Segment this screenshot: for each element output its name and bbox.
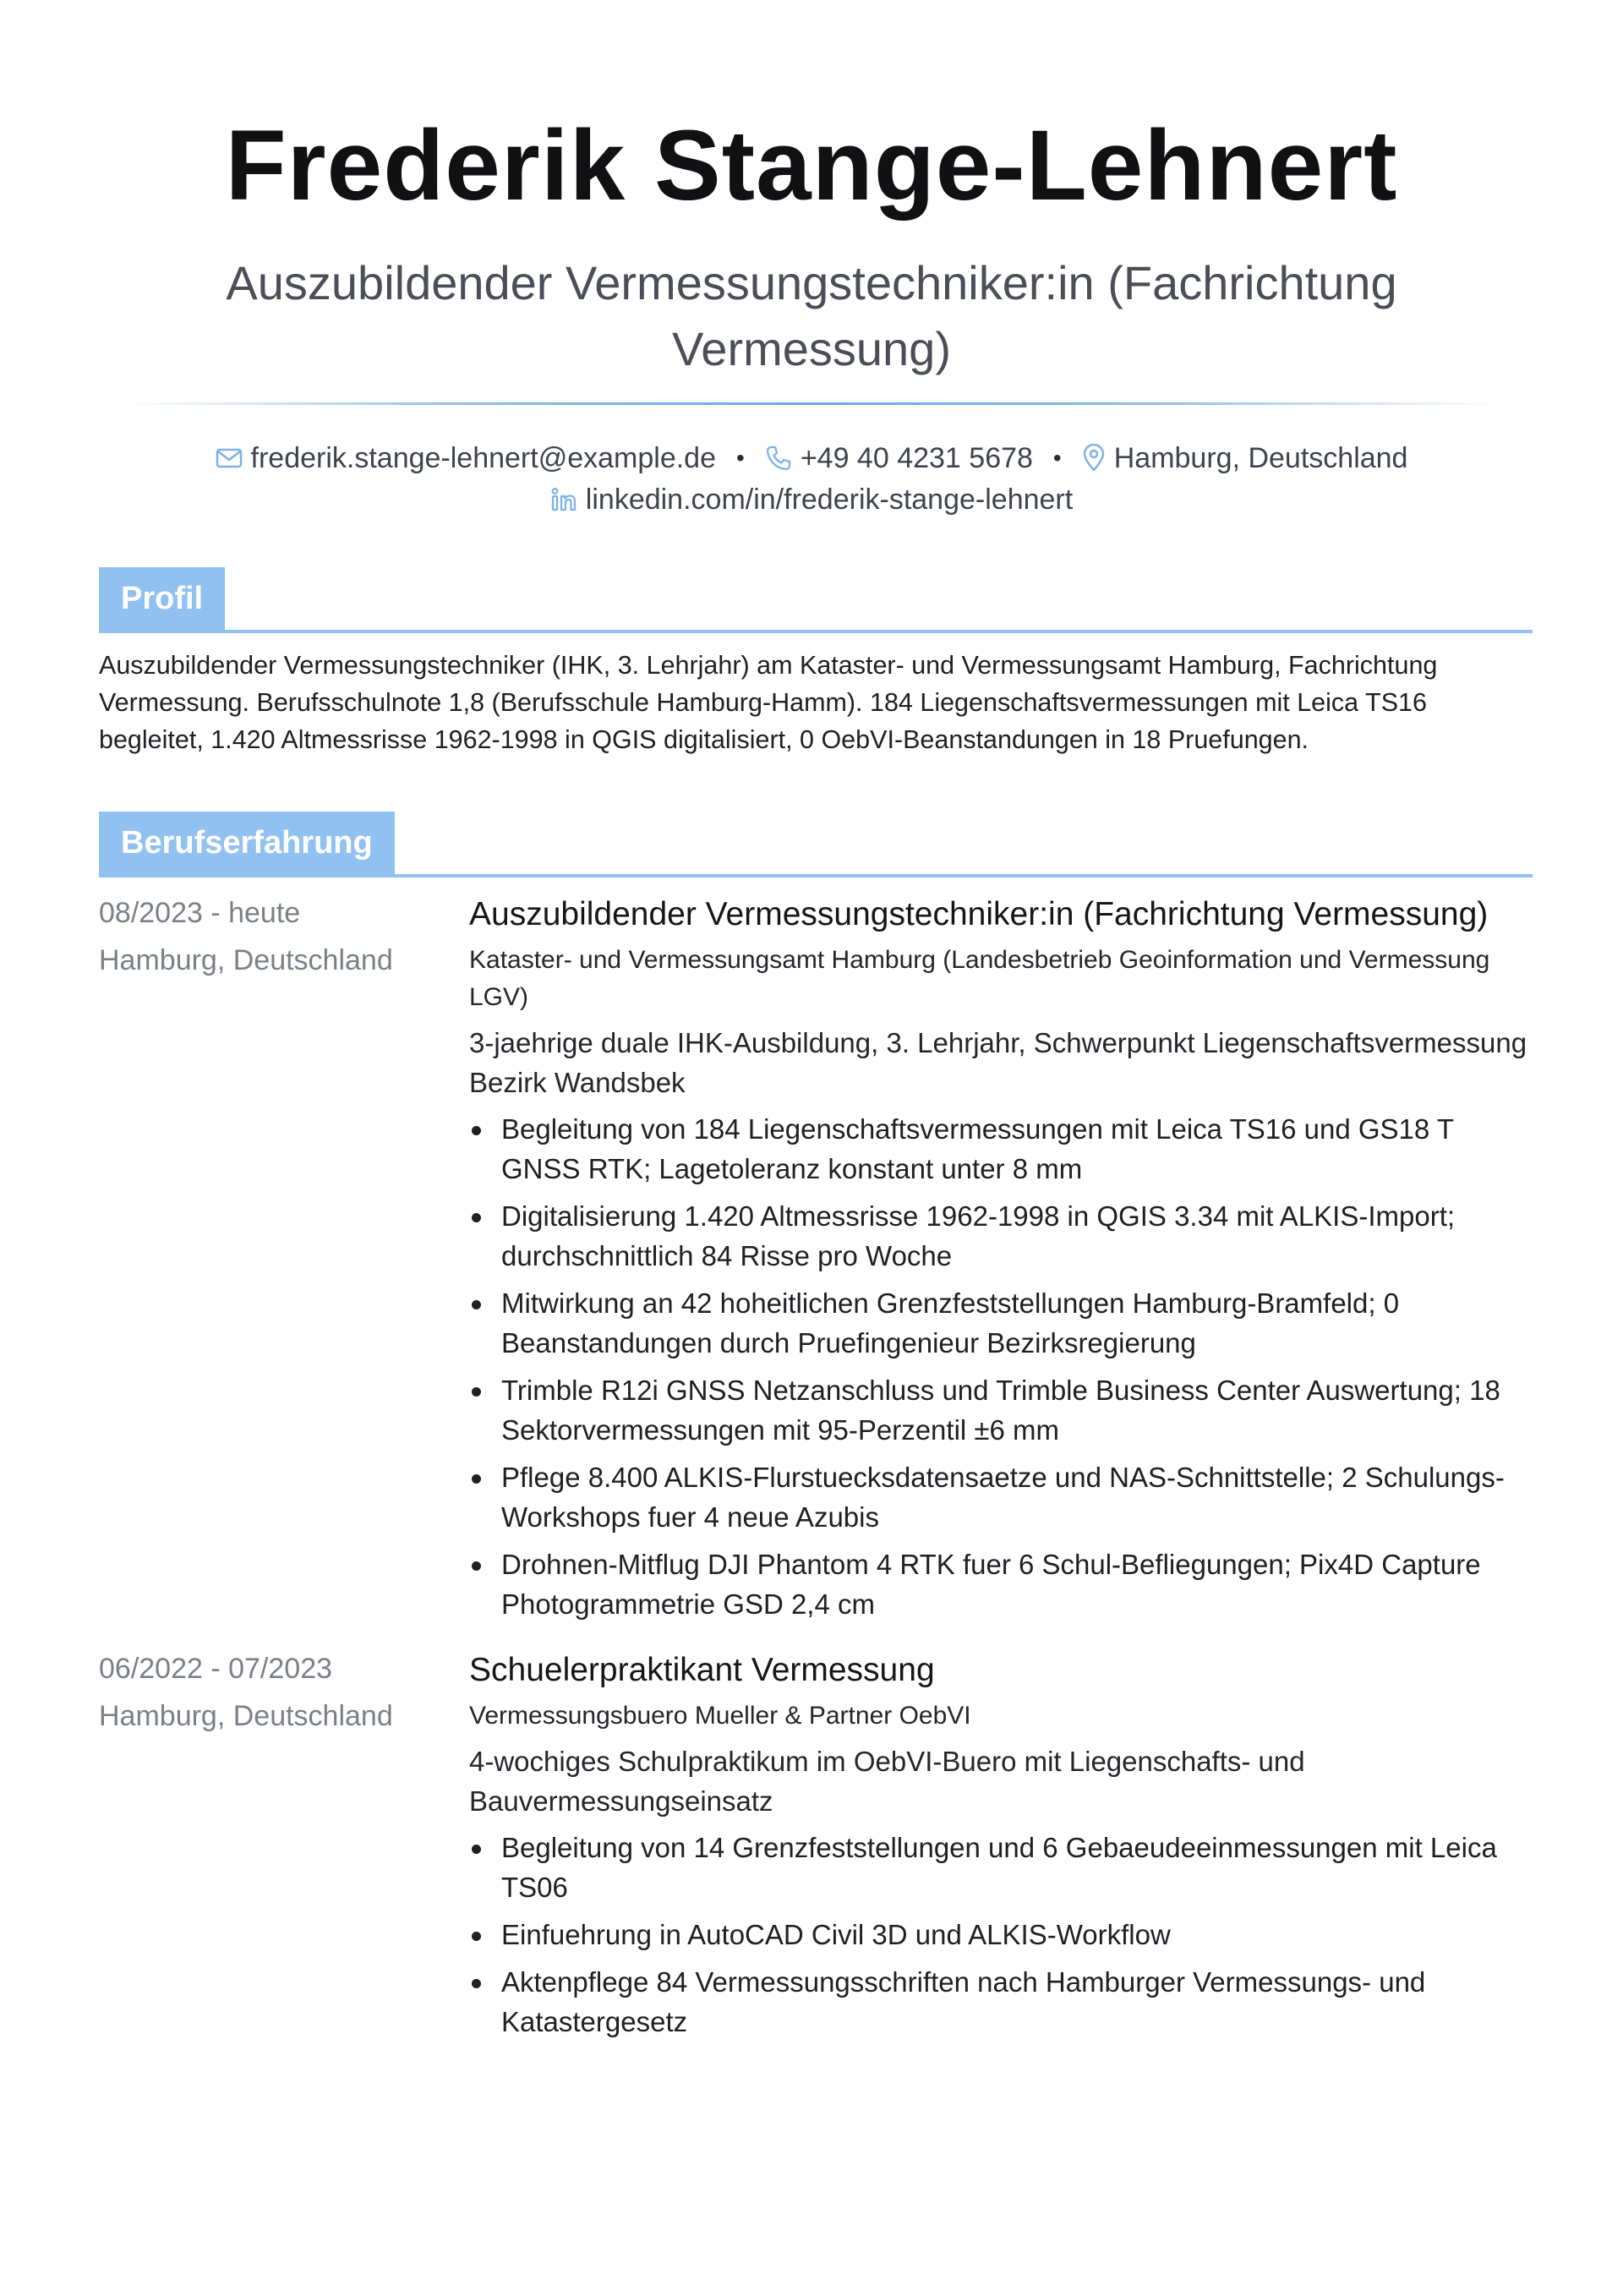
contact-row (0, 437, 1623, 479)
linkedin-icon (550, 487, 577, 512)
entry-content (469, 1645, 1536, 2049)
email-text: frederik.stange-lehnert@example.de (250, 441, 716, 474)
entry-bullets (469, 1109, 1536, 1624)
list-item: Mitwirkung an 42 hoheitlichen Grenzfeststellungen Hamburg-Bramfeld; 0 Beanstandungen durch Pruefingenieur Bezirksregierung (469, 1283, 1536, 1363)
candidate-name: Frederik Stange-Lehnert (225, 110, 1398, 221)
linkedin-text: linkedin.com/in/frederik-stange-lehnert (585, 483, 1074, 516)
entry-summary: 3-jaehrige duale IHK-Ausbildung, 3. Lehrjahr, Schwerpunkt Liegenschaftsvermessung Bezirk Wandsbek (469, 1027, 1527, 1098)
candidate-headline: Auszubildender Vermessungstechniker:in (Fachrichtung Vermessung) (226, 256, 1397, 375)
entry-meta (99, 889, 454, 984)
phone-text: +49 40 4231 5678 (800, 441, 1033, 474)
list-item: Einfuehrung in AutoCAD Civil 3D und ALKIS-Workflow (469, 1915, 1536, 1954)
contact-separator: • (736, 445, 745, 471)
entry-dates: 08/2023 - heute (99, 897, 301, 929)
contact-row-links (0, 478, 1623, 521)
entry-bullets (469, 1828, 1536, 2042)
contact-phone[interactable] (765, 442, 1033, 475)
section-divider (99, 874, 1533, 877)
section-title-experience: Berufserfahrung (99, 812, 395, 874)
experience-section-header (99, 812, 1533, 877)
contact-location (1082, 442, 1408, 475)
entry-company: Kataster- und Vermessungsamt Hamburg (Landesbetrieb Geoinformation und Vermessung LGV) (469, 946, 1490, 1011)
entry-company: Vermessungsbuero Mueller & Partner OebVI (469, 1702, 971, 1730)
entry-meta (99, 1645, 454, 1740)
phone-icon (765, 445, 792, 472)
profile-summary: Auszubildender Vermessungstechniker (IHK, 3. Lehrjahr) am Kataster- und Vermessungsamt Hamburg, Fachrichtung Vermessung. Berufsschulnote 1,8 (Berufsschule Hamburg-Hamm). 184 Liegenschaftsvermessungen mit Leica TS16 begleitet, 1.420 Altmessrisse 1962-1998 in QGIS digitalisiert, 0 OebVI-Beanstandungen in 18 Pruefungen. (99, 651, 1438, 754)
entry-dates: 06/2022 - 07/2023 (99, 1653, 333, 1685)
list-item: Begleitung von 14 Grenzfeststellungen und 6 Gebaeudeeinmessungen mit Leica TS06 (469, 1828, 1536, 1907)
list-item: Drohnen-Mitflug DJI Phantom 4 RTK fuer 6 Schul-Befliegungen; Pix4D Capture Photogrammetrie GSD 2,4 cm (469, 1544, 1536, 1624)
list-item: Trimble R12i GNSS Netzanschluss und Trimble Business Center Auswertung; 18 Sektorvermessungen mit 95-Perzentil ±6 mm (469, 1370, 1536, 1450)
entry-title: Auszubildender Vermessungstechniker:in (Fachrichtung Vermessung) (469, 896, 1489, 932)
map-pin-icon (1082, 444, 1106, 473)
mail-icon (216, 447, 243, 469)
section-divider (99, 630, 1533, 633)
list-item: Digitalisierung 1.420 Altmessrisse 1962-1998 in QGIS 3.34 mit ALKIS-Import; durchschnittlich 84 Risse pro Woche (469, 1196, 1536, 1276)
contact-email[interactable] (216, 442, 716, 475)
list-item: Pflege 8.400 ALKIS-Flurstuecksdatensaetze und NAS-Schnittstelle; 2 Schulungs-Workshops fuer 4 neue Azubis (469, 1457, 1536, 1537)
contact-separator: • (1052, 445, 1062, 471)
section-title-profile: Profil (99, 567, 225, 630)
entry-location: Hamburg, Deutschland (99, 944, 393, 976)
entry-title: Schuelerpraktikant Vermessung (469, 1652, 935, 1688)
entry-location: Hamburg, Deutschland (99, 1700, 393, 1732)
list-item: Begleitung von 184 Liegenschaftsvermessungen mit Leica TS16 und GS18 T GNSS RTK; Lagetoleranz konstant unter 8 mm (469, 1109, 1536, 1189)
location-text: Hamburg, Deutschland (1113, 441, 1408, 474)
list-item: Aktenpflege 84 Vermessungsschriften nach Hamburger Vermessungs- und Katastergesetz (469, 1962, 1536, 2042)
profile-section-header (99, 567, 1533, 633)
contact-linkedin[interactable] (550, 484, 1073, 517)
header-divider (127, 402, 1496, 405)
entry-content (469, 889, 1536, 1632)
entry-summary: 4-wochiges Schulpraktikum im OebVI-Buero mit Liegenschafts- und Bauvermessungseinsatz (469, 1746, 1305, 1817)
